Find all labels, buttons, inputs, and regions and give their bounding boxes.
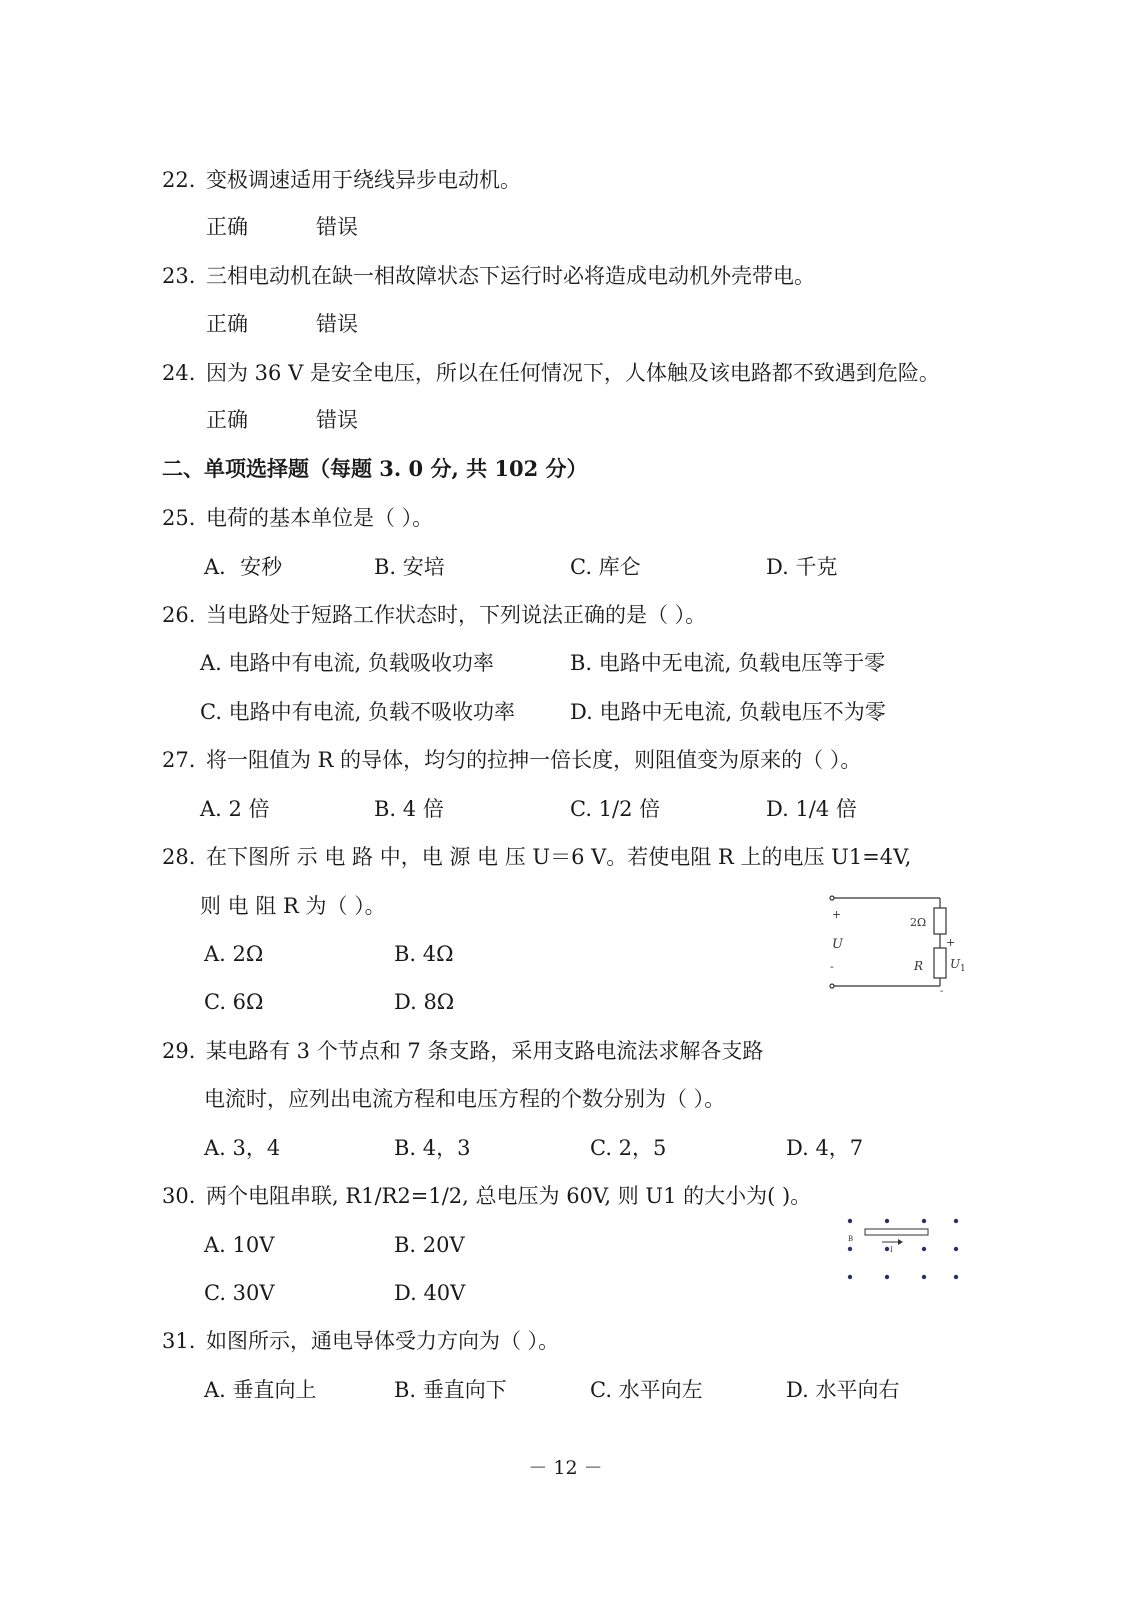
b-label: B <box>848 1235 854 1243</box>
question-number: 23. <box>162 264 196 288</box>
question-26 <box>162 601 706 629</box>
resistor-2ohm <box>934 908 946 934</box>
question-text: 两个电阻串联, R1/R2=1/2, 总电压为 60V, 则 U1 的大小为( )。 <box>206 1184 812 1208</box>
i-label: I <box>890 1246 893 1254</box>
option-d: D. 1/4 倍 <box>766 797 857 821</box>
question-number: 31. <box>162 1329 196 1353</box>
question-25 <box>162 504 433 532</box>
option-b: B. 垂直向下 <box>394 1378 507 1402</box>
plus-mid-label: + <box>946 936 956 949</box>
r-label: R <box>914 959 924 973</box>
page-number: － 12 － <box>528 1457 603 1479</box>
question-text: 因为 36 V 是安全电压，所以在任何情况下，人体触及该电路都不致遇到危险。 <box>206 361 940 385</box>
conductor-bar <box>865 1229 928 1235</box>
circuit-diagram <box>822 888 982 994</box>
question-31 <box>162 1327 559 1355</box>
minus-left-label: - <box>830 960 834 973</box>
option-a: A. 2Ω <box>204 942 264 966</box>
option-c: C. 1/2 倍 <box>570 797 661 821</box>
question-text: 电荷的基本单位是（ ）。 <box>206 506 434 530</box>
option-b: B. 电路中无电流, 负载电压等于零 <box>570 651 886 675</box>
option-b: B. 4 倍 <box>374 797 444 821</box>
question-number: 24. <box>162 361 196 385</box>
option-c: C. 水平向左 <box>590 1378 703 1402</box>
option-true: 正确 <box>206 408 248 432</box>
option-false: 错误 <box>316 312 358 336</box>
option-b: B. 20V <box>394 1233 465 1257</box>
u1-label: U <box>950 957 961 971</box>
question-text-cont: 则 电 阻 R 为（ ）。 <box>200 894 386 918</box>
question-22 <box>162 166 521 194</box>
question-number: 30. <box>162 1184 196 1208</box>
plus-top-label: + <box>832 908 842 921</box>
question-29 <box>162 1037 763 1065</box>
option-d: D. 千克 <box>766 555 838 579</box>
option-d: D. 电路中无电流, 负载电压不为零 <box>570 700 886 724</box>
option-a: A. 电路中有电流, 负载吸收功率 <box>200 651 494 675</box>
question-text: 将一阻值为 R 的导体，均匀的拉抻一倍长度，则阻值变为原来的（ ）。 <box>206 748 862 772</box>
section-heading: 二、单项选择题（每题 3. 0 分, 共 102 分） <box>162 456 588 481</box>
question-30 <box>162 1182 811 1210</box>
option-a: A. 10V <box>204 1233 275 1257</box>
question-number: 27. <box>162 748 196 772</box>
r2-label: 2Ω <box>910 916 927 929</box>
option-c: C. 30V <box>204 1281 275 1305</box>
option-c: C. 电路中有电流, 负载不吸收功率 <box>200 700 516 724</box>
option-d: D. 4，7 <box>786 1136 864 1160</box>
option-b: B. 4Ω <box>394 942 454 966</box>
question-number: 29. <box>162 1039 196 1063</box>
option-a: A. 垂直向上 <box>204 1378 317 1402</box>
question-text: 变极调速适用于绕线异步电动机。 <box>206 168 521 192</box>
option-d: D. 8Ω <box>394 990 455 1014</box>
option-true: 正确 <box>206 312 248 336</box>
option-c: C. 库仑 <box>570 555 641 579</box>
question-text: 如图所示，通电导体受力方向为（ ）。 <box>206 1329 560 1353</box>
question-text: 当电路处于短路工作状态时，下列说法正确的是（ ）。 <box>206 603 707 627</box>
option-a: A．安秒 <box>204 555 283 579</box>
option-c: C. 2，5 <box>590 1136 667 1160</box>
question-text-cont: 电流时，应列出电流方程和电压方程的个数分别为（ ）。 <box>204 1087 726 1111</box>
question-text: 在下图所 示 电 路 中，电 源 电 压 U＝6 V。若使电阻 R 上的电压 U1=4V, <box>206 845 912 869</box>
option-false: 错误 <box>316 408 358 432</box>
question-number: 26. <box>162 603 196 627</box>
option-b: B. 安培 <box>374 555 445 579</box>
question-28 <box>162 843 911 871</box>
option-d: D. 40V <box>394 1281 466 1305</box>
magnetic-field-diagram <box>840 1212 970 1284</box>
question-number: 25. <box>162 506 196 530</box>
option-d: D. 水平向右 <box>786 1378 900 1402</box>
question-23 <box>162 262 815 290</box>
option-a: A. 3，4 <box>204 1136 281 1160</box>
question-number: 22. <box>162 168 196 192</box>
u1-subscript: 1 <box>960 964 966 974</box>
option-false: 错误 <box>316 215 358 239</box>
u-label: U <box>832 937 843 952</box>
question-text: 某电路有 3 个节点和 7 条支路，采用支路电流法求解各支路 <box>206 1039 764 1063</box>
field-dots <box>848 1219 958 1279</box>
question-27 <box>162 746 861 774</box>
option-b: B. 4，3 <box>394 1136 471 1160</box>
option-a: A. 2 倍 <box>200 797 270 821</box>
resistor-r <box>934 948 946 978</box>
minus-bottom-label: - <box>940 986 944 994</box>
option-true: 正确 <box>206 215 248 239</box>
question-text: 三相电动机在缺一相故障状态下运行时必将造成电动机外壳带电。 <box>206 264 815 288</box>
question-number: 28. <box>162 845 196 869</box>
question-24 <box>162 359 940 387</box>
option-c: C. 6Ω <box>204 990 264 1014</box>
